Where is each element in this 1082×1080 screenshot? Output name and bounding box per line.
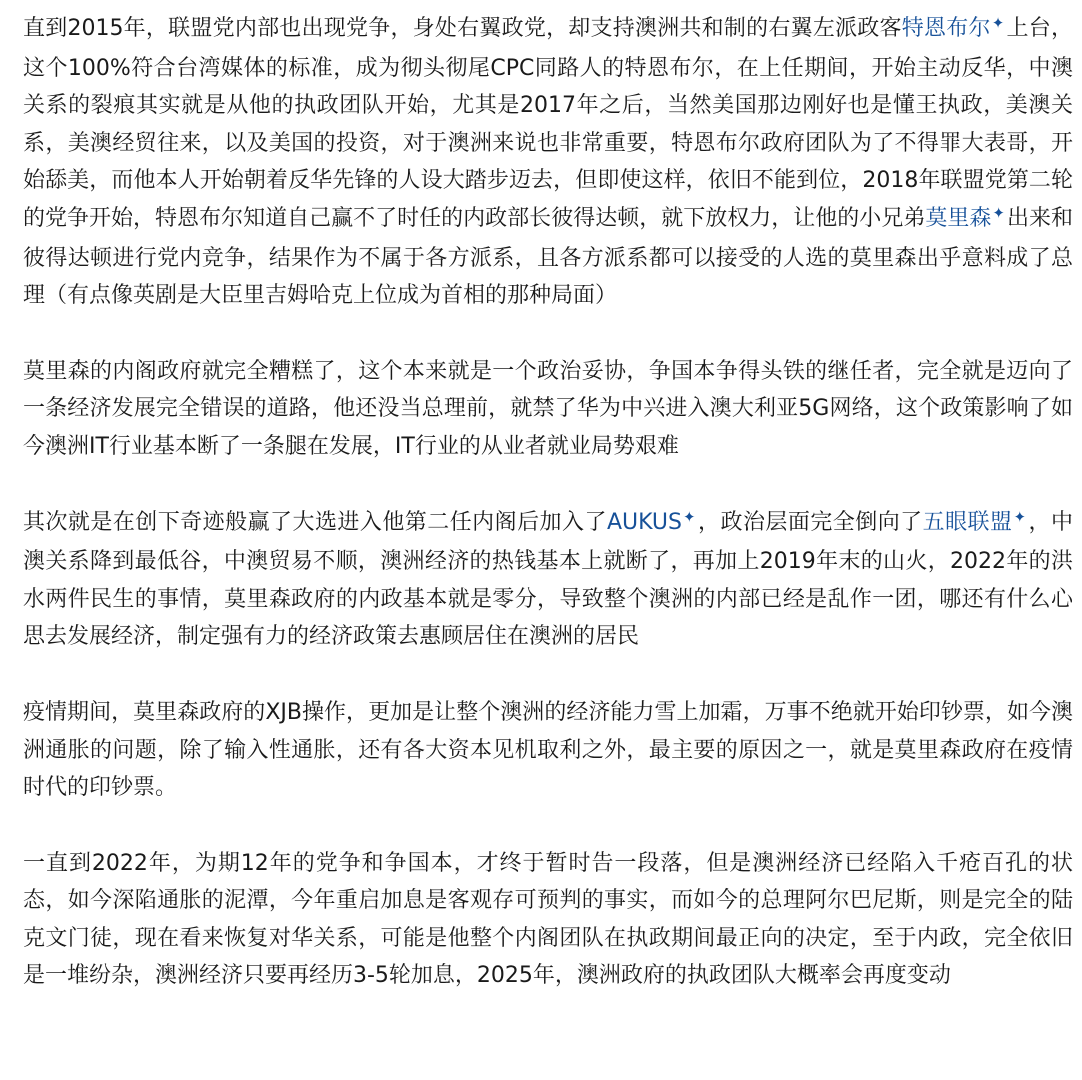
link-morrison[interactable] xyxy=(925,203,1007,231)
link-label: 五眼联盟 xyxy=(922,509,1013,535)
paragraph-text: 出来和彼得达顿进行党内竞争，结果作为不属于各方派系，且各方派系都可以接受的人选的莫里森出乎意料成了总理（有点像英剧是大臣里吉姆哈克上位成为首相的那种局面） xyxy=(23,205,1073,309)
paragraph-text: 莫里森的内阁政府就完全糟糕了，这个本来就是一个政治妥协，争国本争得头铁的继任者，完全就是迈向了一条经济发展完全错误的道路，他还没当总理前，就禁了华为中兴进入澳大利亚5G网络，这个政策影响了如今澳洲IT行业基本断了一条腿在发展，IT行业的从业者就业局势艰难 xyxy=(23,358,1073,459)
paragraph-text: 疫情期间，莫里森政府的XJB操作，更加是让整个澳洲的经济能力雪上加霜，万事不绝就开始印钞票，如今澳洲通胀的问题，除了输入性通胀，还有各大资本见机取利之外，最主要的原因之一，就是莫里森政府在疫情时代的印钞票。 xyxy=(23,699,1073,801)
link-label: AUKUS xyxy=(606,509,682,535)
paragraph-3 xyxy=(23,504,1073,656)
article-body xyxy=(23,10,1073,995)
paragraph-text: 一直到2022年，为期12年的党争和争国本，才终于暂时告一段落，但是澳洲经济已经陷入千疮百孔的状态，如今深陷通胀的泥潭，今年重启加息是客观存可预判的事实，而如今的总理阿尔巴尼斯，则是完全的陆克文门徒，现在看来恢复对华关系，可能是他整个内阁团队在执政期间最正向的决定，至于内政，完全依旧是一堆纷杂，澳洲经济只要再经历3-5轮加息，2025年，澳洲政府的执政团队大概率会再度变动 xyxy=(23,850,1073,989)
sparkle-icon: ✦ xyxy=(991,14,1005,32)
sparkle-icon: ✦ xyxy=(683,507,696,526)
link-label: 莫里森 xyxy=(925,205,992,231)
paragraph-1 xyxy=(23,10,1073,315)
link-turnbull[interactable] xyxy=(902,16,1007,41)
paragraph-text: ，中澳关系降到最低谷，中澳贸易不顺，澳洲经济的热钱基本上就断了，再加上2019年末的山火，2022年的洪水两件民生的事情，莫里森政府的内政基本就是零分，导致整个澳洲的内部已经是乱作一团，哪还有什么心思去发展经济，制定强有力的经济政策去惠顾居住在澳洲的居民 xyxy=(23,509,1073,650)
paragraph-text: 上台，这个100%符合台湾媒体的标准，成为彻头彻尾CPC同路人的特恩布尔，在上任期间，开始主动反华，中澳关系的裂痕其实就是从他的执政团队开始，尤其是2017年之后，当然美国那边刚好也是懂王执政，美澳关系，美澳经贸往来，以及美国的投资，对于澳洲来说也非常重要，特恩布尔政府团队为了不得罪大表哥，开始舔美，而他本人开始朝着反华先锋的人设大踏步迈去，但即使这样，依旧不能到位，2018年联盟党第二轮的党争开始，特恩布尔知道自己赢不了时任的内政部长彼得达顿，就下放权力，让他的小兄弟 xyxy=(23,16,1073,231)
sparkle-icon: ✦ xyxy=(992,203,1005,222)
link-label: 特恩布尔 xyxy=(901,16,991,41)
paragraph-4 xyxy=(23,694,1073,807)
sparkle-icon: ✦ xyxy=(1013,507,1027,526)
link-aukus[interactable] xyxy=(606,507,698,535)
paragraph-text: ，政治层面完全倒向了 xyxy=(697,509,923,535)
paragraph-2 xyxy=(23,353,1073,466)
paragraph-text: 其次就是在创下奇迹般赢了大选进入他第二任内阁后加入了 xyxy=(23,509,607,535)
paragraph-text: 直到2015年，联盟党内部也出现党争，身处右翼政党，却支持澳洲共和制的右翼左派政客 xyxy=(23,16,902,41)
paragraph-5 xyxy=(23,845,1073,995)
link-five-eyes[interactable] xyxy=(922,507,1028,535)
